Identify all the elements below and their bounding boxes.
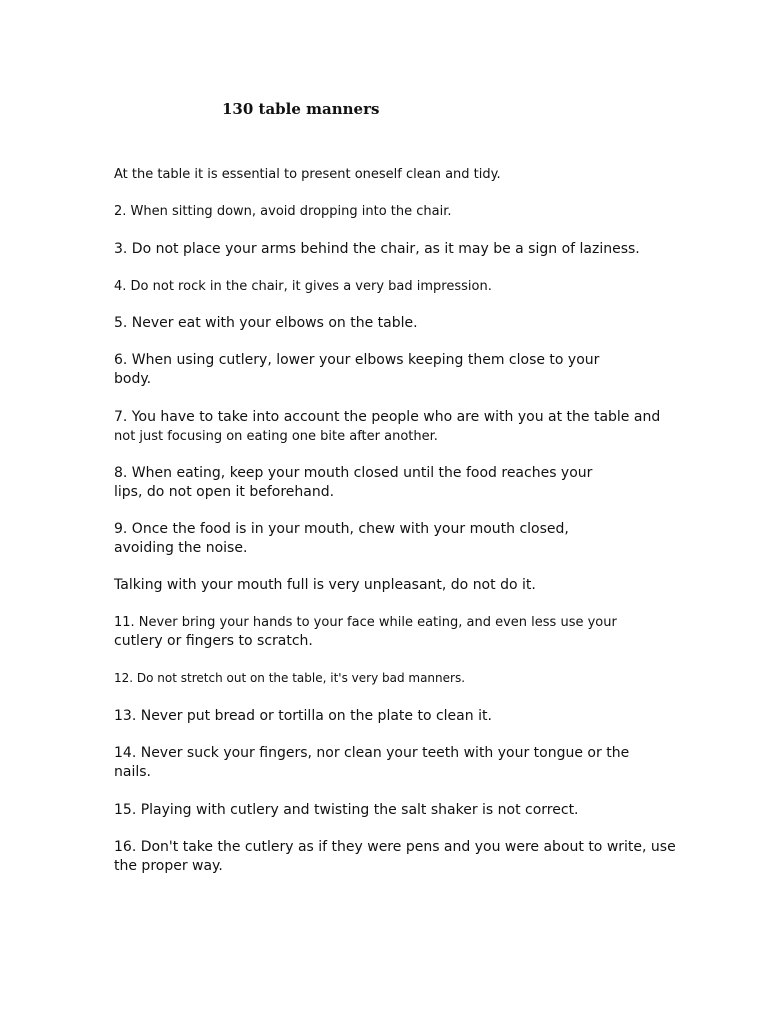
text-line: 6. When using cutlery, lower your elbows keeping them close to your	[114, 352, 600, 368]
text-line: 8. When eating, keep your mouth closed until the food reaches your	[114, 465, 593, 481]
text-line: 2. When sitting down, avoid dropping into the chair.	[114, 204, 452, 219]
document-title: 130 table manners	[222, 100, 380, 118]
text-line: body.	[114, 371, 152, 387]
text-line: 4. Do not rock in the chair, it gives a very bad impression.	[114, 279, 492, 294]
text-line: not just focusing on eating one bite after another.	[114, 429, 438, 444]
text-line: 16. Don't take the cutlery as if they were pens and you were about to write, use	[114, 839, 676, 855]
text-line: avoiding the noise.	[114, 540, 248, 556]
text-line: Talking with your mouth full is very unpleasant, do not do it.	[114, 577, 536, 593]
text-line: cutlery or fingers to scratch.	[114, 633, 313, 649]
text-line: 3. Do not place your arms behind the chair, as it may be a sign of laziness.	[114, 241, 640, 257]
text-line: the proper way.	[114, 858, 223, 874]
text-line: At the table it is essential to present oneself clean and tidy.	[114, 167, 501, 182]
text-line: 12. Do not stretch out on the table, it's very bad manners.	[114, 671, 466, 685]
text-line: 15. Playing with cutlery and twisting the salt shaker is not correct.	[114, 802, 579, 818]
text-line: nails.	[114, 764, 151, 780]
text-line: 9. Once the food is in your mouth, chew with your mouth closed,	[114, 521, 569, 537]
text-line: 7. You have to take into account the people who are with you at the table and	[114, 409, 661, 425]
text-line: 11. Never bring your hands to your face while eating, and even less use your	[114, 615, 617, 630]
text-line: 5. Never eat with your elbows on the table.	[114, 315, 418, 331]
text-line: 13. Never put bread or tortilla on the plate to clean it.	[114, 708, 492, 724]
text-line: lips, do not open it beforehand.	[114, 484, 335, 500]
text-line: 14. Never suck your fingers, nor clean your teeth with your tongue or the	[114, 745, 630, 761]
